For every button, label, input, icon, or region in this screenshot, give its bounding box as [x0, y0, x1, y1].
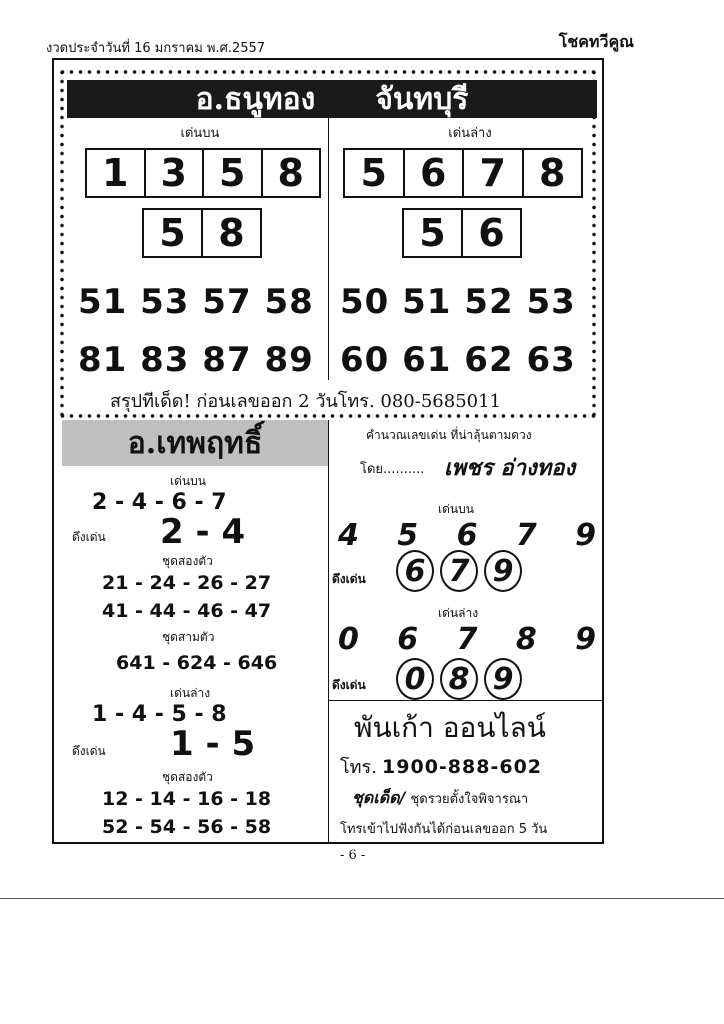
- digit: 6: [405, 150, 465, 196]
- left-top-label: เด่นบน: [170, 474, 206, 488]
- dotted-border-right: [590, 68, 598, 420]
- right-top-label: เด่นบน: [438, 502, 474, 516]
- digit: 8: [277, 151, 304, 195]
- left-draw-value-1: 2 - 4: [160, 512, 246, 552]
- digit: 3: [146, 150, 205, 196]
- banner-author: อ.ธนูทอง: [195, 81, 316, 117]
- digit: 9: [575, 518, 596, 553]
- ad-phone-number: 1900-888-602: [382, 756, 543, 778]
- ad-tag: ชุดเด็ด/: [352, 788, 406, 807]
- top-left-pair-digits: [142, 208, 262, 258]
- top-right-label: เด่นล่าง: [448, 126, 492, 141]
- right-bottom-digits: [338, 622, 596, 657]
- circled-digit: 9: [484, 658, 522, 700]
- calc-caption: คำนวณเลขเด่น ที่น่าลุ้นตามดวง: [366, 428, 532, 442]
- left-two-label-1: ชุดสองตัว: [162, 554, 213, 568]
- magazine-title: โชคทวีคูณ: [558, 32, 634, 51]
- top-left-row1: 51 53 57 58: [78, 282, 314, 322]
- left-bottom-digits: 1 - 4 - 5 - 8: [92, 702, 227, 727]
- left-banner-title: อ.เทพฤทธิ์: [127, 425, 263, 461]
- top-left-label: เด่นบน: [180, 126, 220, 141]
- top-right-row2: 60 61 62 63: [340, 340, 576, 380]
- right-draw-circles-2: [396, 658, 522, 700]
- by-label: โดย..........: [360, 462, 425, 477]
- digit: 0: [338, 622, 359, 657]
- digit: 5: [204, 150, 263, 196]
- digit: 7: [464, 150, 524, 196]
- top-left-main-digits: [85, 148, 321, 198]
- ad-tag-rest: ชุดรวยตั้งใจพิจารณา: [410, 792, 529, 807]
- ad-tag-line: [352, 786, 528, 811]
- circled-digit: 9: [484, 550, 522, 592]
- left-two-row2: 41 - 44 - 46 - 47: [102, 600, 272, 622]
- ad-phone-label: โทร.: [340, 757, 377, 778]
- page-number: - 6 -: [340, 848, 366, 863]
- digit: 8: [218, 211, 245, 255]
- top-right-row1: 50 51 52 53: [340, 282, 576, 322]
- banner-province: จันทบุรี: [375, 81, 469, 117]
- left-two-row4: 52 - 54 - 56 - 58: [102, 816, 272, 838]
- ad-phone-line: [340, 752, 542, 781]
- digit: 5: [144, 210, 203, 256]
- left-two-label-2: ชุดสองตัว: [162, 770, 213, 784]
- digit: 8: [515, 622, 537, 657]
- left-banner: [62, 420, 328, 466]
- hotline-line: สรุปทีเด็ด! ก่อนเลขออก 2 วันโทร. 080-5685011: [110, 391, 502, 412]
- ad-note: โทรเข้าไปฟังกันได้ก่อนเลขออก 5 วัน: [340, 822, 548, 837]
- digit: 5: [345, 150, 405, 196]
- top-divider: [328, 118, 329, 380]
- top-left-row2: 81 83 87 89: [78, 340, 314, 380]
- right-draw-circles-1: [396, 550, 522, 592]
- left-top-digits: 2 - 4 - 6 - 7: [92, 490, 227, 515]
- digit: 5: [404, 210, 463, 256]
- digit: 6: [397, 622, 419, 657]
- left-draw-label-1: ดึงเด่น: [72, 530, 106, 544]
- digit: 8: [539, 151, 566, 195]
- circled-digit: 8: [440, 658, 478, 700]
- left-three-row: 641 - 624 - 646: [116, 652, 278, 674]
- digit: 7: [456, 622, 478, 657]
- page-edge-line: [0, 898, 724, 899]
- issue-date: งวดประจำวันที่ 16 มกราคม พ.ศ.2557: [46, 41, 266, 56]
- left-two-row1: 21 - 24 - 26 - 27: [102, 572, 272, 594]
- ad-divider: [328, 700, 602, 701]
- dotted-border-top: [58, 68, 598, 76]
- ad-title: พันเก้า ออนไลน์: [354, 711, 546, 744]
- top-right-main-digits: [343, 148, 583, 198]
- author-name: เพชร อ่างทอง: [444, 456, 576, 481]
- right-draw-label-2: ดึงเด่น: [332, 678, 366, 692]
- left-two-row3: 12 - 14 - 16 - 18: [102, 788, 272, 810]
- right-top-digits: [338, 518, 596, 553]
- left-bottom-label: เด่นล่าง: [170, 686, 211, 700]
- circled-digit: 6: [396, 550, 434, 592]
- left-draw-value-2: 1 - 5: [170, 724, 256, 764]
- top-right-pair-digits: [402, 208, 522, 258]
- digit: 7: [515, 518, 537, 553]
- left-three-label: ชุดสามตัว: [162, 630, 215, 644]
- left-draw-label-2: ดึงเด่น: [72, 744, 106, 758]
- bottom-divider: [328, 420, 329, 844]
- digit: 4: [338, 518, 359, 553]
- dotted-border-left: [58, 68, 66, 420]
- digit: 9: [575, 622, 596, 657]
- digit: 5: [397, 518, 419, 553]
- right-draw-label-1: ดึงเด่น: [332, 572, 366, 586]
- digit: 6: [478, 211, 505, 255]
- digit: 6: [456, 518, 478, 553]
- top-banner: [67, 80, 597, 118]
- circled-digit: 0: [396, 658, 434, 700]
- digit: 1: [87, 150, 146, 196]
- right-bottom-label: เด่นล่าง: [438, 606, 479, 620]
- circled-digit: 7: [440, 550, 478, 592]
